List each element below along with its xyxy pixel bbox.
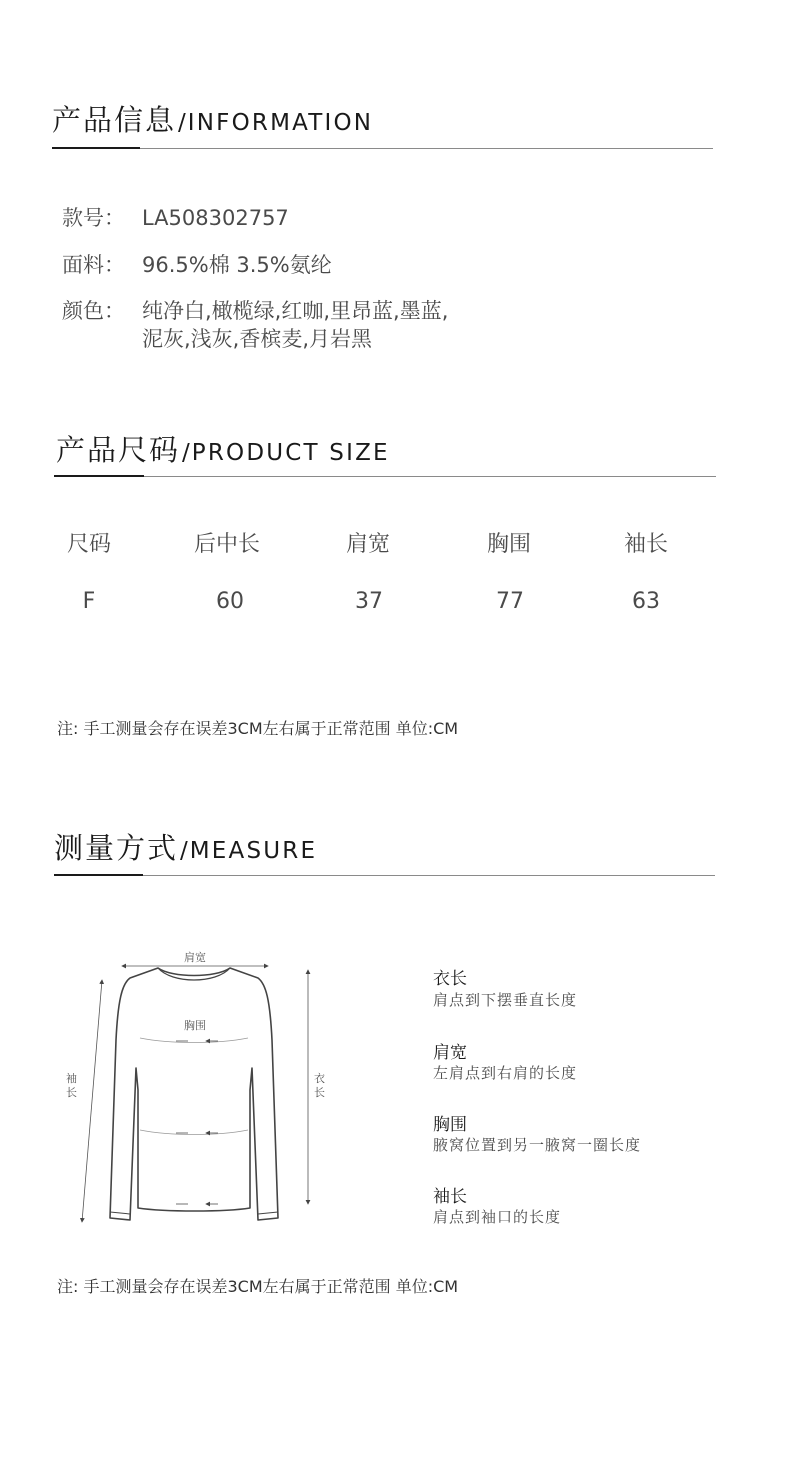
info-title-en: INFORMATION [187, 110, 374, 136]
legend-chest-title: 胸围 [433, 1115, 467, 1135]
size-divider [54, 476, 716, 477]
colors-value-line-2: 泥灰,浅灰,香槟麦,月岩黑 [142, 327, 373, 351]
size-value-back-length: 60 [216, 589, 244, 614]
size-value-sleeve: 63 [632, 589, 660, 614]
colors-value [142, 297, 448, 353]
measure-divider-accent [54, 874, 143, 876]
length-label-1: 衣 [314, 1072, 325, 1085]
shirt-cuff-right [258, 1212, 278, 1214]
sleeve-label-2: 长 [66, 1086, 77, 1099]
sleeve-label-1: 袖 [66, 1072, 77, 1085]
shirt-outline [110, 968, 278, 1220]
colors-value-line-1: 纯净白,橄榄绿,红咖,里昂蓝,墨蓝, [142, 299, 449, 323]
shirt-cuff-left [110, 1212, 130, 1214]
info-row-fabric [62, 251, 332, 279]
size-value-size: F [82, 589, 96, 614]
size-title-separator: / [182, 440, 190, 466]
style-number-label: 款号： [62, 206, 125, 230]
measure-title-separator: / [180, 838, 188, 864]
size-value-shoulder: 37 [355, 589, 383, 614]
fabric-value: 96.5%棉 3.5%氨纶 [142, 253, 332, 277]
style-number-value: LA508302757 [142, 206, 289, 230]
legend-sleeve-title: 袖长 [433, 1187, 467, 1207]
size-section-title [56, 428, 390, 469]
measure-note: 注: 手工测量会存在误差3CM左右属于正常范围 单位:CM [57, 1277, 459, 1296]
garment-measure-diagram [60, 940, 350, 1240]
length-label-2: 长 [314, 1086, 325, 1099]
info-divider-accent [52, 147, 140, 149]
sleeve-measure-line [82, 980, 102, 1222]
legend-chest-desc: 腋窝位置到另一腋窝一圈长度 [433, 1136, 642, 1154]
info-section-title [52, 98, 373, 139]
measure-section-title [54, 826, 317, 867]
chest-measure-line [140, 1038, 248, 1043]
size-header-shoulder: 肩宽 [345, 532, 390, 557]
measure-divider [54, 875, 715, 876]
waist-measure-line [140, 1130, 248, 1135]
info-row-colors [62, 297, 448, 353]
shirt-neckline [158, 968, 230, 980]
legend-length-title: 衣长 [433, 969, 467, 989]
info-divider [52, 148, 713, 149]
fabric-label: 面料： [62, 253, 125, 277]
size-value-chest: 77 [496, 589, 524, 614]
chest-label: 胸围 [184, 1019, 206, 1032]
size-header-back-length: 后中长 [193, 532, 260, 557]
size-header-sleeve: 袖长 [623, 532, 668, 557]
legend-sleeve-desc: 肩点到袖口的长度 [433, 1208, 562, 1226]
legend-shoulder-title: 肩宽 [433, 1043, 467, 1063]
colors-label: 颜色： [62, 299, 125, 323]
size-note: 注: 手工测量会存在误差3CM左右属于正常范围 单位:CM [57, 719, 459, 738]
size-divider-accent [54, 475, 144, 477]
size-title-en: PRODUCT SIZE [191, 440, 390, 466]
size-header-size: 尺码 [66, 532, 111, 557]
legend-length-desc: 肩点到下摆垂直长度 [433, 991, 578, 1009]
measure-title-en: MEASURE [189, 838, 318, 864]
size-title-cn: 产品尺码 [56, 433, 181, 467]
info-row-style-number [62, 204, 289, 232]
info-title-separator: / [178, 110, 186, 136]
legend-shoulder-desc: 左肩点到右肩的长度 [433, 1064, 578, 1082]
info-title-cn: 产品信息 [52, 103, 177, 137]
measure-title-cn: 测量方式 [54, 831, 179, 865]
shoulder-label: 肩宽 [184, 951, 206, 964]
size-header-chest: 胸围 [486, 532, 531, 557]
